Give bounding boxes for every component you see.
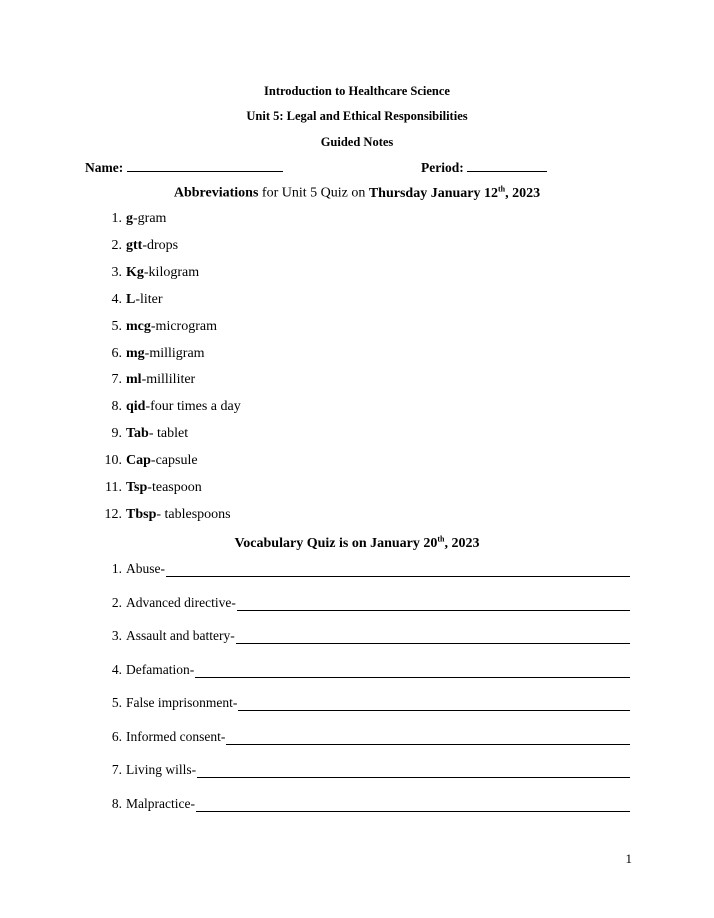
item-number: 6. bbox=[111, 345, 122, 361]
vocabulary-item bbox=[100, 762, 630, 778]
vocabulary-term: Assault and battery- bbox=[126, 628, 235, 643]
abbreviation-code: Kg bbox=[126, 264, 144, 280]
item-number: 8. bbox=[111, 795, 122, 811]
period-field[interactable] bbox=[421, 160, 547, 176]
abbreviation-item bbox=[100, 346, 205, 362]
definition-blank[interactable] bbox=[236, 642, 630, 644]
abbreviation-meaning: -four times a day bbox=[145, 399, 241, 415]
abbreviation-code: g bbox=[126, 211, 133, 226]
item-number: 6. bbox=[111, 728, 122, 744]
vocabulary-item bbox=[100, 695, 630, 711]
item-number: 3. bbox=[111, 628, 122, 643]
item-number: 8. bbox=[111, 399, 122, 415]
definition-blank[interactable] bbox=[237, 609, 630, 611]
abbreviation-code: Tbsp bbox=[126, 506, 157, 522]
item-number: 4. bbox=[111, 661, 122, 677]
name-field[interactable] bbox=[85, 160, 283, 176]
abbreviation-item bbox=[100, 265, 199, 281]
vocabulary-item bbox=[100, 729, 630, 745]
item-number: 3. bbox=[111, 264, 122, 280]
item-number: 4. bbox=[111, 291, 122, 307]
abbreviation-item bbox=[100, 507, 231, 523]
vocabulary-item bbox=[100, 561, 630, 577]
vocabulary-term: Advanced directive- bbox=[126, 594, 236, 610]
vocabulary-term: Living wills- bbox=[126, 762, 197, 777]
item-number: 5. bbox=[111, 318, 122, 334]
item-number: 12. bbox=[104, 506, 122, 522]
name-label: Name: bbox=[85, 160, 124, 175]
vocabulary-item bbox=[100, 796, 630, 812]
unit-title: Unit 5: Legal and Ethical Responsibilities bbox=[246, 109, 468, 123]
item-number: 7. bbox=[111, 372, 122, 388]
abbreviation-item bbox=[100, 292, 163, 308]
abbreviation-meaning: -milliliter bbox=[141, 372, 196, 388]
abbreviation-item bbox=[100, 319, 217, 335]
vocabulary-term: Malpractice- bbox=[126, 795, 195, 811]
definition-blank[interactable] bbox=[196, 810, 630, 812]
abbreviation-code: Cap bbox=[126, 453, 151, 469]
abbreviation-meaning: -milligram bbox=[144, 345, 205, 361]
abbreviation-code: qid bbox=[126, 399, 146, 415]
abbreviation-item bbox=[100, 426, 188, 442]
definition-blank[interactable] bbox=[197, 776, 630, 778]
abbreviation-item bbox=[100, 372, 195, 388]
abbreviation-code: Tab bbox=[126, 426, 149, 442]
abbreviation-item bbox=[100, 480, 202, 496]
abbreviation-code: mcg bbox=[126, 318, 151, 334]
item-number: 2. bbox=[111, 237, 122, 253]
definition-blank[interactable] bbox=[226, 743, 630, 745]
abbreviation-code: L bbox=[126, 291, 136, 307]
abbreviation-item bbox=[100, 238, 178, 254]
item-number: 1. bbox=[111, 211, 122, 226]
quiz-date-sup: th bbox=[498, 184, 506, 193]
abbreviation-meaning: -teaspoon bbox=[147, 480, 202, 495]
vocab-date-sup: th bbox=[437, 534, 445, 543]
quiz-year: , 2023 bbox=[505, 185, 541, 201]
abbreviation-item bbox=[100, 399, 241, 415]
vocabulary-item bbox=[100, 595, 630, 611]
abbreviations-heading bbox=[0, 184, 714, 202]
item-number: 5. bbox=[111, 695, 122, 710]
abbreviation-item bbox=[100, 211, 166, 227]
vocabulary-term: False imprisonment- bbox=[126, 695, 238, 710]
definition-blank[interactable] bbox=[195, 676, 630, 678]
name-blank[interactable] bbox=[127, 161, 283, 172]
abbreviation-meaning: -liter bbox=[135, 291, 163, 307]
vocabulary-item bbox=[100, 628, 630, 644]
period-blank[interactable] bbox=[467, 161, 547, 172]
abbreviations-mid: for Unit 5 Quiz on bbox=[258, 185, 369, 201]
abbreviation-code: mg bbox=[126, 345, 145, 361]
vocabulary-term: Informed consent- bbox=[126, 728, 226, 744]
abbreviation-code: ml bbox=[126, 372, 142, 388]
abbreviation-item bbox=[100, 453, 198, 469]
vocabulary-term: Defamation- bbox=[126, 661, 195, 677]
item-number: 10. bbox=[104, 453, 122, 469]
course-title: Introduction to Healthcare Science bbox=[264, 84, 450, 98]
definition-blank[interactable] bbox=[238, 709, 630, 711]
abbreviation-meaning: -kilogram bbox=[143, 264, 200, 280]
abbreviation-meaning: -gram bbox=[133, 211, 167, 226]
vocabulary-item bbox=[100, 662, 630, 678]
vocabulary-term: Abuse- bbox=[126, 561, 165, 576]
abbreviation-meaning: - tablet bbox=[148, 426, 189, 442]
page-number: 1 bbox=[625, 851, 632, 866]
vocabulary-heading bbox=[0, 534, 714, 552]
item-number: 7. bbox=[111, 762, 122, 777]
abbreviation-code: gtt bbox=[126, 237, 143, 253]
vocab-title: Vocabulary Quiz is on January 20 bbox=[234, 535, 438, 551]
item-number: 1. bbox=[111, 561, 122, 576]
item-number: 9. bbox=[111, 426, 122, 442]
abbreviation-meaning: -capsule bbox=[150, 453, 198, 469]
item-number: 2. bbox=[111, 594, 122, 610]
abbreviation-meaning: - tablespoons bbox=[156, 506, 231, 522]
quiz-date: Thursday January 12 bbox=[368, 185, 498, 201]
abbreviation-code: Tsp bbox=[126, 480, 148, 495]
abbreviation-meaning: -microgram bbox=[150, 318, 217, 334]
abbreviation-meaning: -drops bbox=[142, 237, 179, 253]
definition-blank[interactable] bbox=[166, 575, 630, 577]
item-number: 11. bbox=[105, 480, 122, 495]
doc-type-title: Guided Notes bbox=[320, 135, 394, 149]
abbreviations-word: Abbreviations bbox=[173, 185, 259, 201]
period-label: Period: bbox=[421, 160, 464, 175]
vocab-year: , 2023 bbox=[444, 535, 480, 551]
